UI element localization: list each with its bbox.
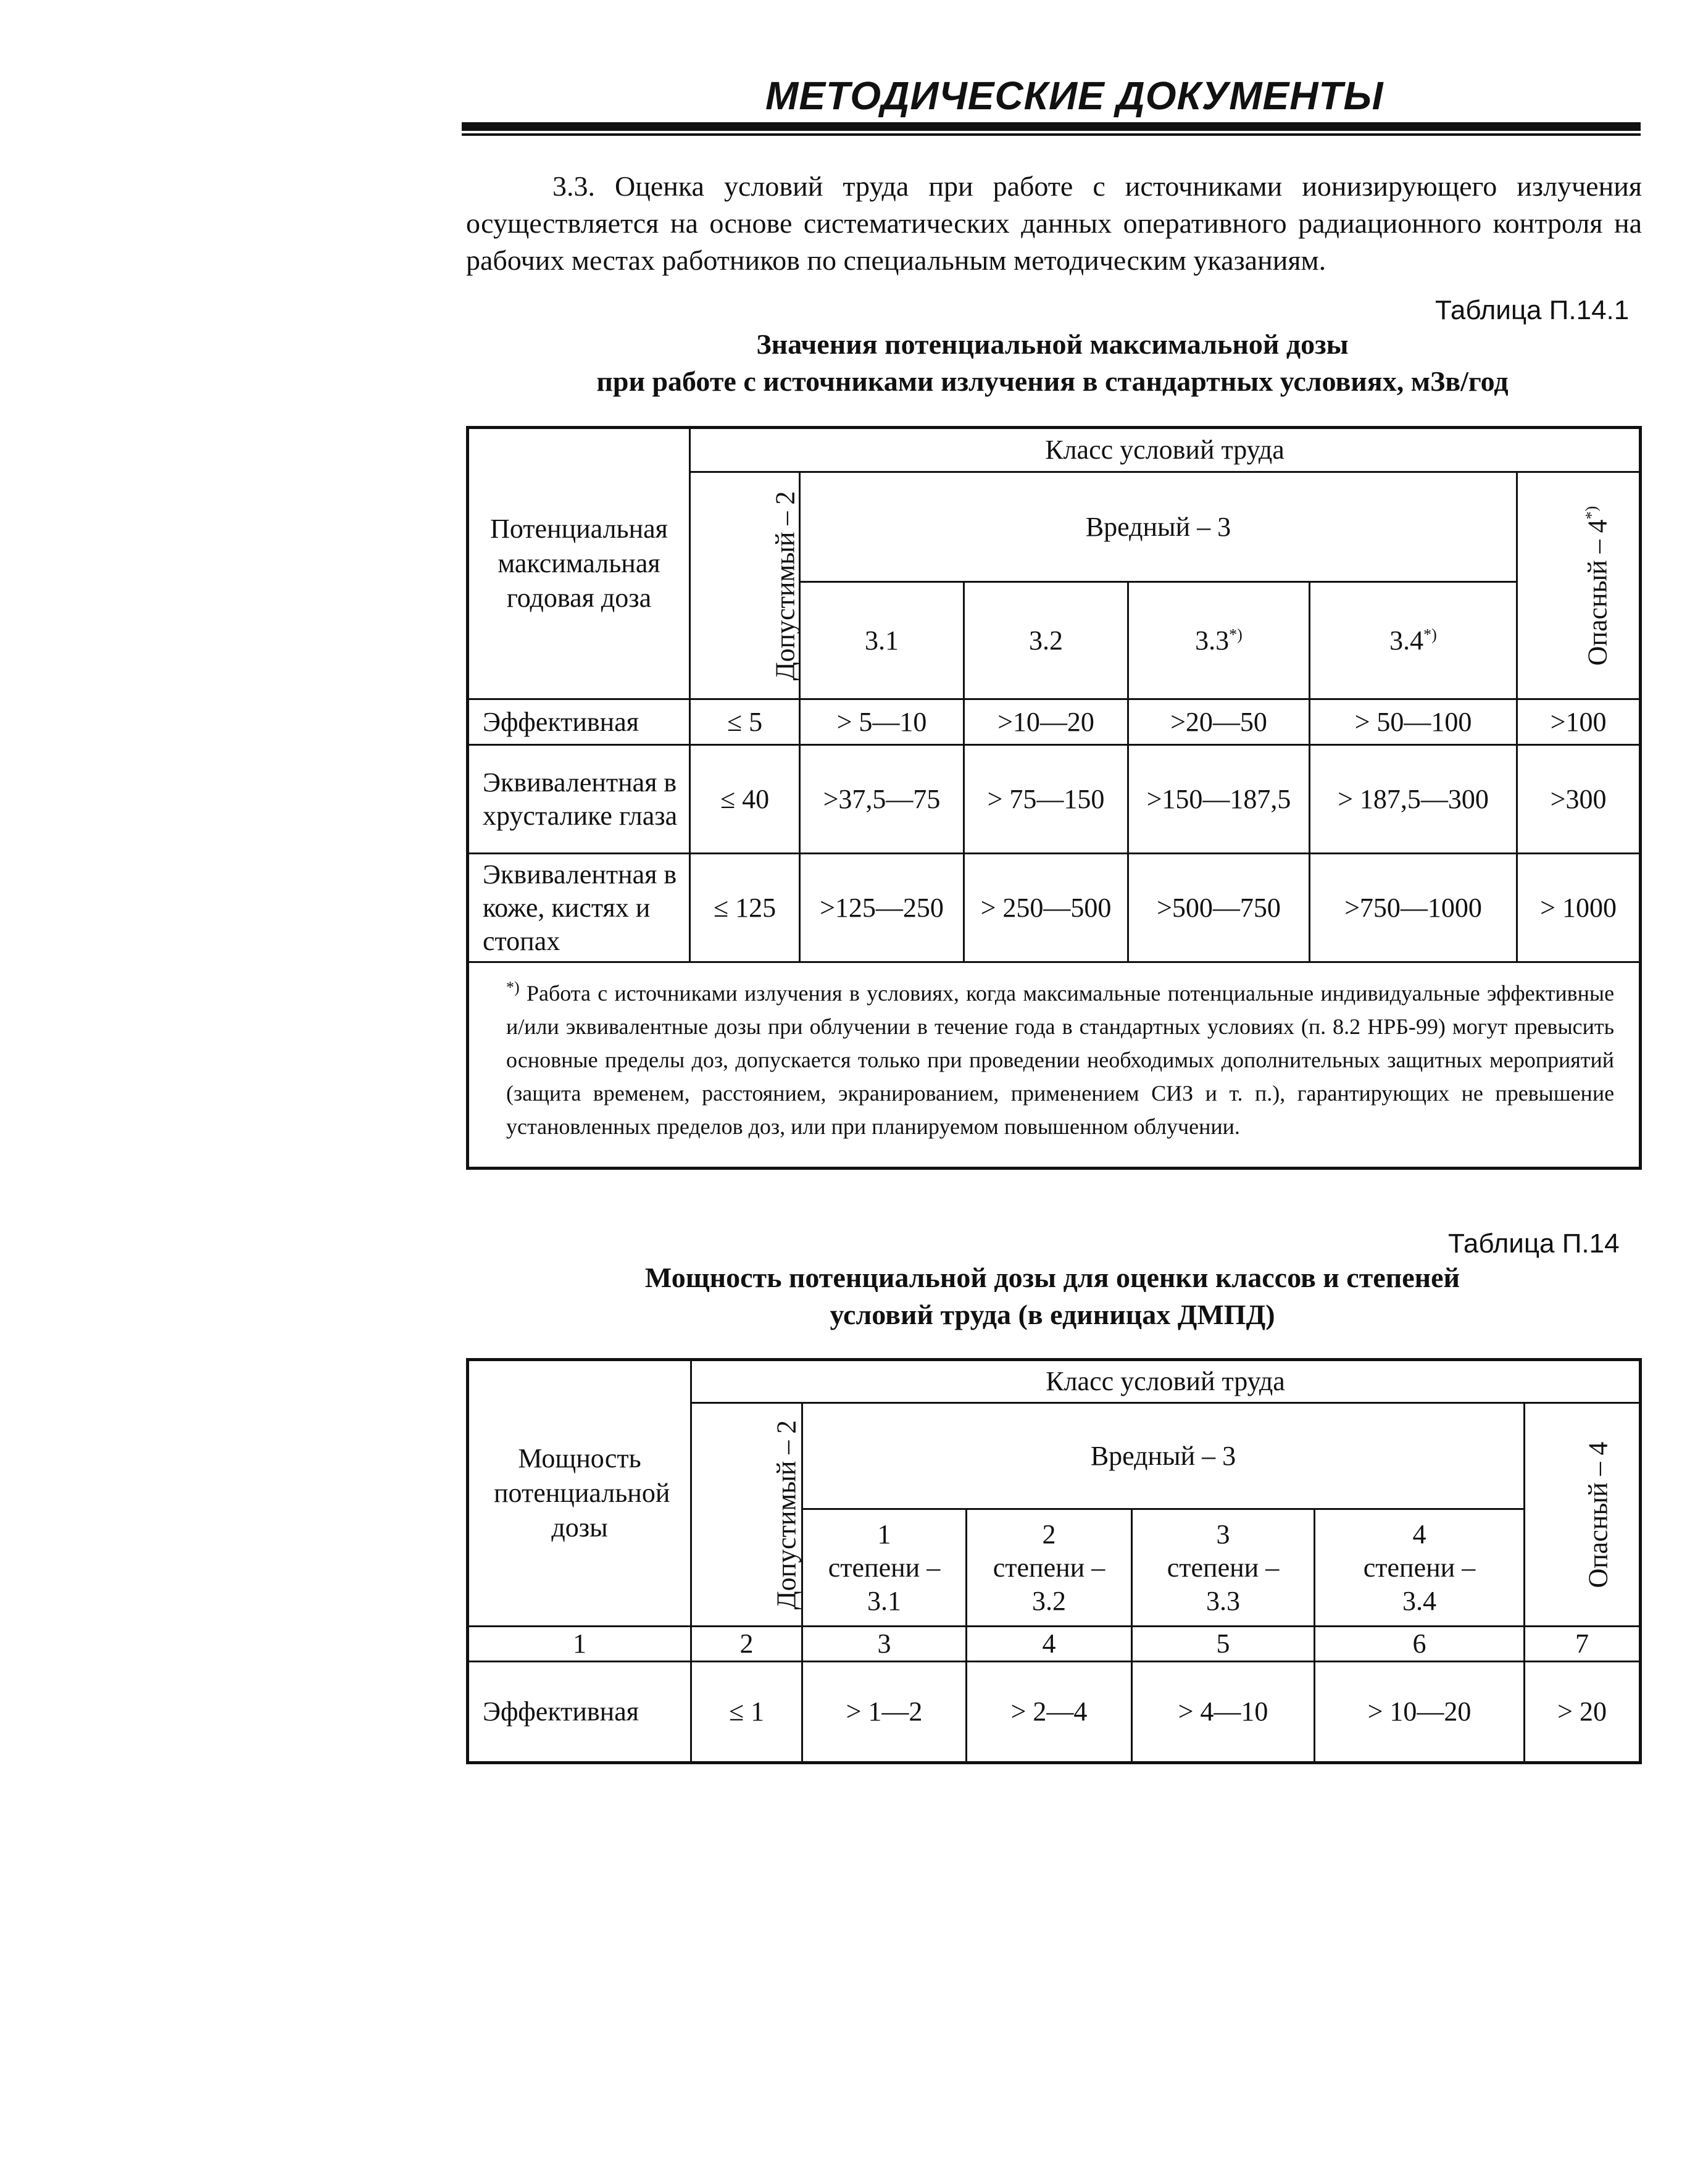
table-cell: > 10—20 [1315, 1662, 1525, 1763]
table2-col-number: 2 [691, 1627, 802, 1662]
table-cell: > 2—4 [967, 1662, 1132, 1763]
table1-caption [466, 326, 1639, 400]
table2-col-allowed-label: Допустимый – 2 [771, 1420, 802, 1609]
table-cell: > 75—150 [964, 745, 1128, 854]
table-cell: > 187,5—300 [1310, 745, 1517, 854]
table-cell: >125—250 [800, 854, 964, 962]
table2 [466, 1358, 1642, 1764]
table-cell: > 1000 [1517, 854, 1641, 962]
table1-col-allowed-label: Допустимый – 2 [770, 491, 801, 680]
table1-col-allowed [690, 472, 800, 699]
table1-footnote: *) Работа с источниками излучения в условиях, когда максимальные потенциальные индивидуальные эффективные и/или эквивалентные дозы при облучении в течение года в стандартных условиях (п. 8.2 НРБ-99) могут превысить основные пределы доз, допускается только при проведении необходимых дополнительных защитных мероприятий (защита временем, расстоянием, экранированием, применением СИЗ и т. п.), гарантирующих не превышение установленных пределов доз, или при планируемом повышенном облучении. [468, 962, 1641, 1169]
table2-col-number: 3 [802, 1627, 967, 1662]
table2-caption [466, 1259, 1639, 1333]
table-cell: > 4—10 [1132, 1662, 1315, 1763]
table-cell: > 1—2 [802, 1662, 967, 1763]
table-cell: > 20 [1525, 1662, 1641, 1763]
table-row [468, 699, 1641, 745]
header-rule [462, 122, 1641, 131]
table-row [468, 1662, 1641, 1763]
table1-row-label: Эквивалентная в коже, кистях и стопах [468, 854, 690, 962]
table-cell: ≤ 5 [690, 699, 800, 745]
table1-sub-col: 3.2 [964, 582, 1128, 699]
table-row [468, 745, 1641, 854]
table2-col-dangerous-label: Опасный – 4 [1583, 1441, 1613, 1588]
table2-sub-col: 2 степени – 3.2 [967, 1509, 1132, 1627]
table2-row-label: Эффективная [468, 1662, 691, 1763]
table2-caption-line2: условий труда (в единицах ДМПД) [830, 1299, 1275, 1330]
table-cell: > 50—100 [1310, 699, 1517, 745]
table2-col-harmful: Вредный – 3 [802, 1403, 1525, 1509]
table2-sub-col: 4 степени – 3.4 [1315, 1509, 1525, 1627]
table-cell: > 5—10 [800, 699, 964, 745]
table2-numbering-row [468, 1627, 1641, 1662]
table2-caption-line1: Мощность потенциальной дозы для оценки классов и степеней [644, 1262, 1460, 1293]
table1-col-dangerous-label: Опасный – 4*) [1582, 506, 1613, 665]
table2-number: Таблица П.14 [1448, 1228, 1620, 1259]
table2-col-allowed [691, 1403, 802, 1627]
running-head-title: МЕТОДИЧЕСКИЕ ДОКУМЕНТЫ [765, 73, 1384, 118]
paragraph-3-3 [466, 168, 1642, 279]
table-cell: ≤ 125 [690, 854, 800, 962]
table1-row-label: Эквивалентная в хрусталике глаза [468, 745, 690, 854]
table-cell: > 250—500 [964, 854, 1128, 962]
table1-row-header: Потенциальная максимальная годовая доза [468, 428, 690, 699]
table2-row-header: Мощность потенциальной дозы [468, 1360, 691, 1627]
table1 [466, 426, 1642, 1170]
table1-sub-col: 3.3*) [1128, 582, 1310, 699]
table1-col-harmful: Вредный – 3 [800, 472, 1517, 582]
table1-sub-col: 3.4*) [1310, 582, 1517, 699]
table1-footnote-text: Работа с источниками излучения в условиях, когда максимальные потенциальные индивидуальные эффективные и/или эквивалентные дозы при облучении в течение года в стандартных условиях (п. 8.2 НРБ-99) могут превысить основные пределы доз, допускается только при проведении необходимых дополнительных защитных мероприятий (защита временем, расстоянием, экранированием, применением СИЗ и т. п.), гарантирующих не превышение установленных пределов доз, или при планируемом повышенном облучении. [506, 981, 1615, 1139]
table-cell: ≤ 1 [691, 1662, 802, 1763]
table1-caption-line1: Значения потенциальной максимальной дозы [756, 328, 1349, 360]
table1-class-header: Класс условий труда [690, 428, 1641, 472]
table1-sub-col: 3.1 [800, 582, 964, 699]
table2-sub-col: 3 степени – 3.3 [1132, 1509, 1315, 1627]
table2-col-number: 5 [1132, 1627, 1315, 1662]
table-cell: >10—20 [964, 699, 1128, 745]
table2-col-number: 4 [967, 1627, 1132, 1662]
table-cell: >37,5—75 [800, 745, 964, 854]
table2-class-header: Класс условий труда [691, 1360, 1641, 1403]
table-cell: >300 [1517, 745, 1641, 854]
table1-col-dangerous [1517, 472, 1641, 699]
table2-col-number: 6 [1315, 1627, 1525, 1662]
table-cell: >750—1000 [1310, 854, 1517, 962]
table2-col-dangerous [1525, 1403, 1641, 1627]
table-cell: >100 [1517, 699, 1641, 745]
table-cell: >20—50 [1128, 699, 1310, 745]
table1-number: Таблица П.14.1 [1435, 295, 1630, 325]
table-cell: >500—750 [1128, 854, 1310, 962]
table1-caption-line2: при работе с источниками излучения в стандартных условиях, мЗв/год [596, 365, 1509, 397]
table-cell: >150—187,5 [1128, 745, 1310, 854]
table2-col-number: 1 [468, 1627, 691, 1662]
table1-row-label: Эффективная [468, 699, 690, 745]
table-row [468, 854, 1641, 962]
header-rule-thin [462, 133, 1641, 136]
paragraph-text: 3.3. Оценка условий труда при работе с источниками ионизирующего излучения осуществляется на основе систематических данных оперативного радиационного контроля на рабочих местах работников по специальным методическим указаниям. [466, 170, 1642, 276]
table2-sub-col: 1 степени – 3.1 [802, 1509, 967, 1627]
table-cell: ≤ 40 [690, 745, 800, 854]
table2-col-number: 7 [1525, 1627, 1641, 1662]
